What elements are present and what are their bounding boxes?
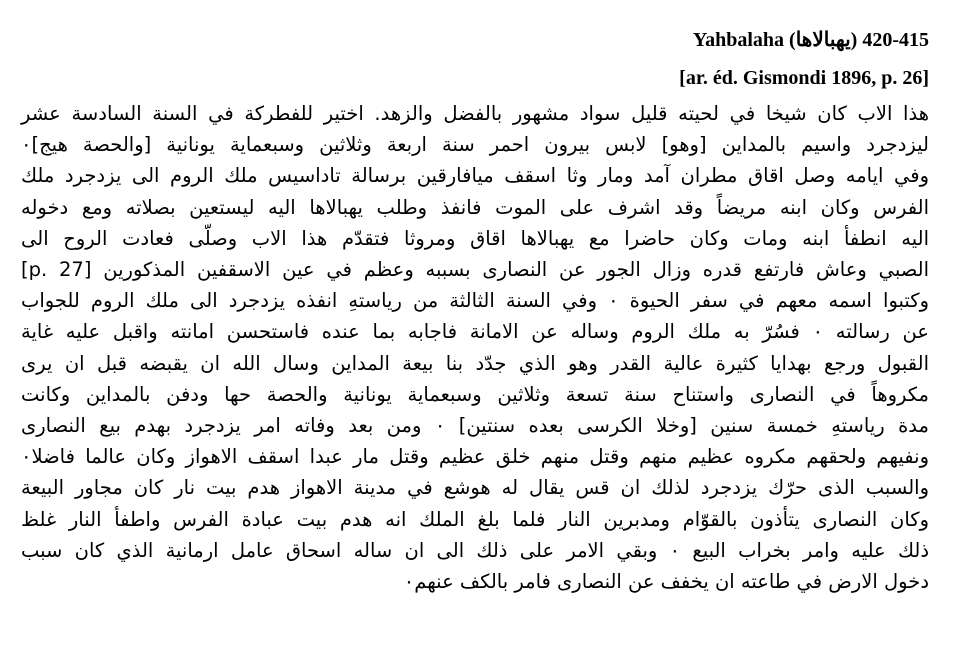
- entry-name-arabic: (يهبالاها): [789, 29, 858, 51]
- text-line: وكتبوا اسمه معهم في سفر الحيوة ٠ وفي السنة الثالثة من رياستهِ انفذه يزدجرد الى ملك الروم للجواب: [21, 289, 929, 313]
- text-line: وفي ايامه وصل اقاق مطران آمد ومار وثا اسقف ميافارقين برسالة تاداسيس ملك الروم الى يزدجرد ملك: [21, 164, 929, 188]
- text-line: ونفيهم ولحقهم مكروه عظيم منهم وقتل منهم خلق عظيم وقتل مار عبدا اسقف الاهواز وكان عالما فاضلا٠: [21, 445, 929, 469]
- entry-title: [693, 27, 929, 52]
- text-line: عن رسالته ٠ فسُرّ به ملك الروم وساله عن الامانة فاجابه بما عنده فاستحسن امانته واقبل عليه غاية: [21, 320, 930, 344]
- arabic-body-text: [21, 98, 929, 597]
- text-line: القبول ورجع بهدايا كثيرة عالية القدر وهو الذي جدّد بنا بيعة المداين وسال الله ان يقبضه قبل ان يرى: [21, 351, 929, 375]
- text-line: الصبي وعاش فارتفع قدره وزال الجور عن النصارى بسببه وعظم في عين الاسقفين المذكورين [p. 27]: [21, 258, 930, 282]
- text-line: وكان النصارى يتأذون بالقوّام ومدبرين النار فلما بلغ الملك انه هدم بيت عبادة الفرس واطفأ النار غلظ: [21, 507, 929, 531]
- text-line: اليه انطفأ ابنه ومات وكان حاضرا مع يهبالاها اقاق ومروثا فتقدّم هذا الاب وصلّى فعادت الروح الى: [21, 226, 929, 250]
- text-line: دخول الارض في طاعته ان يخفف عن النصارى فامر بالكف عنهم٠: [403, 570, 929, 594]
- text-line: ذلك عليه وامر بخراب البيع ٠ وبقي الامر على ذلك الى ان ساله اسحاق عامل ارمانية الذي كان سبب: [21, 538, 930, 562]
- text-line: ليزدجرد واسيم بالمداين [وهو] لابس بيرون احمر سنة اربعة وثلاثين وسبعماية يونانية [والحصة هيج]٠: [21, 133, 929, 157]
- entry-name: Yahbalaha: [692, 29, 785, 51]
- entry-dates: 415-420: [862, 29, 929, 51]
- source-reference: [ar. éd. Gismondi 1896, p. 26]: [679, 67, 929, 89]
- text-line: مكروهاً في النصارى واستناح سنة تسعة وثلاثين وسبعماية يونانية والحصة حها ودفن بالمداين وكانت: [21, 382, 929, 406]
- text-line: هذا الاب كان شيخا في لحيته قليل سواد مشهور بالفضل والزهد. اختير للفطركة في السنة السادسة عشر: [21, 102, 929, 125]
- text-line: مدة رياستهِ خمسة سنين [وخلا الكرسى بعده سنتين] ٠ ومن بعد وفاته امر يزدجرد بهدم بيع النصارى: [21, 414, 929, 438]
- text-line: الفرس وكان ابنه مريضاً وقد اشرف على الموت فانفذ وطلب يهبالاها اليه ليستعين بصلاته ومع دخوله: [21, 195, 929, 219]
- text-line: والسبب الذى حرّك يزدجرد لذلك ان قس يقال له هوشع في مدينة الاهواز هدم بيت نار كان مجاور البيعة: [21, 476, 929, 500]
